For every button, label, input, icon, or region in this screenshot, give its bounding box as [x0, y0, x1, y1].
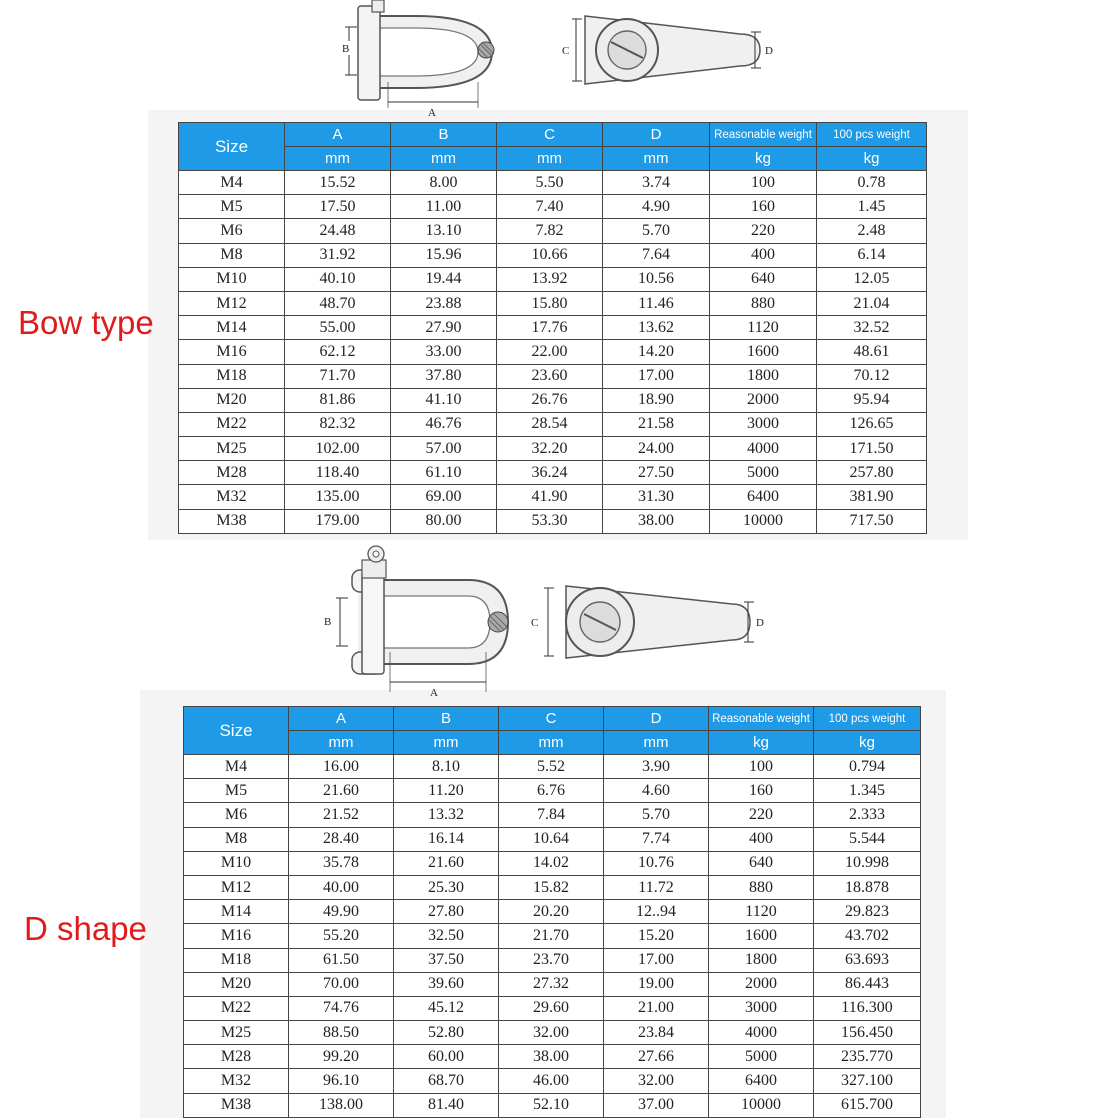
cell-a: 28.40: [289, 827, 394, 851]
cell-a: 96.10: [289, 1069, 394, 1093]
table-row: [179, 195, 927, 219]
cell-100pcs-weight: 0.794: [814, 755, 921, 779]
bow-shackle-top-diagram: [555, 10, 795, 100]
d-shackle-top-diagram: [522, 580, 782, 670]
cell-b: 57.00: [391, 437, 497, 461]
cell-reasonable-weight: 5000: [710, 461, 817, 485]
header-b: B: [394, 707, 499, 731]
cell-c: 20.20: [499, 900, 604, 924]
cell-100pcs-weight: 126.65: [817, 412, 927, 436]
table-row: [184, 1021, 921, 1045]
cell-a: 40.00: [289, 875, 394, 899]
table-row: [179, 412, 927, 436]
table-row: [184, 803, 921, 827]
cell-a: 31.92: [285, 243, 391, 267]
cell-d: 7.64: [603, 243, 710, 267]
cell-100pcs-weight: 12.05: [817, 267, 927, 291]
cell-c: 38.00: [499, 1045, 604, 1069]
d-shape-spec-table: [183, 706, 921, 1118]
cell-reasonable-weight: 160: [709, 779, 814, 803]
cell-a: 179.00: [285, 509, 391, 533]
cell-d: 4.60: [604, 779, 709, 803]
cell-d: 31.30: [603, 485, 710, 509]
cell-100pcs-weight: 5.544: [814, 827, 921, 851]
cell-100pcs-weight: 116.300: [814, 996, 921, 1020]
cell-size: M28: [179, 461, 285, 485]
cell-100pcs-weight: 257.80: [817, 461, 927, 485]
cell-100pcs-weight: 29.823: [814, 900, 921, 924]
header-size: Size: [184, 707, 289, 755]
unit-c: mm: [499, 731, 604, 755]
cell-d: 13.62: [603, 316, 710, 340]
cell-100pcs-weight: 18.878: [814, 875, 921, 899]
cell-b: 52.80: [394, 1021, 499, 1045]
diagram-letter-b: B: [342, 43, 350, 55]
cell-d: 5.70: [604, 803, 709, 827]
cell-size: M5: [184, 779, 289, 803]
cell-a: 82.32: [285, 412, 391, 436]
unit-d: mm: [603, 147, 710, 171]
cell-c: 15.80: [497, 291, 603, 315]
unit-a: mm: [289, 731, 394, 755]
cell-size: M4: [184, 755, 289, 779]
table-row: [184, 900, 921, 924]
table-row: [184, 996, 921, 1020]
cell-100pcs-weight: 43.702: [814, 924, 921, 948]
cell-reasonable-weight: 4000: [709, 1021, 814, 1045]
cell-c: 29.60: [499, 996, 604, 1020]
cell-b: 25.30: [394, 875, 499, 899]
cell-size: M14: [179, 316, 285, 340]
diagram-letter-d: D: [756, 617, 764, 629]
cell-d: 3.90: [604, 755, 709, 779]
cell-size: M18: [184, 948, 289, 972]
table-row: [179, 316, 927, 340]
cell-a: 35.78: [289, 851, 394, 875]
cell-b: 80.00: [391, 509, 497, 533]
cell-c: 7.40: [497, 195, 603, 219]
cell-b: 81.40: [394, 1093, 499, 1117]
cell-c: 10.66: [497, 243, 603, 267]
cell-b: 45.12: [394, 996, 499, 1020]
cell-b: 32.50: [394, 924, 499, 948]
cell-a: 55.20: [289, 924, 394, 948]
cell-a: 81.86: [285, 388, 391, 412]
cell-a: 88.50: [289, 1021, 394, 1045]
cell-c: 7.82: [497, 219, 603, 243]
cell-d: 11.46: [603, 291, 710, 315]
cell-size: M8: [184, 827, 289, 851]
cell-c: 52.10: [499, 1093, 604, 1117]
table-row: [179, 388, 927, 412]
cell-100pcs-weight: 95.94: [817, 388, 927, 412]
table-row: [184, 875, 921, 899]
bow-type-spec-table: [178, 122, 927, 534]
cell-reasonable-weight: 1120: [710, 316, 817, 340]
cell-b: 69.00: [391, 485, 497, 509]
cell-d: 7.74: [604, 827, 709, 851]
cell-b: 8.00: [391, 171, 497, 195]
cell-b: 19.44: [391, 267, 497, 291]
cell-reasonable-weight: 640: [710, 267, 817, 291]
cell-reasonable-weight: 1800: [709, 948, 814, 972]
cell-b: 13.32: [394, 803, 499, 827]
cell-reasonable-weight: 1120: [709, 900, 814, 924]
cell-b: 13.10: [391, 219, 497, 243]
cell-size: M8: [179, 243, 285, 267]
diagram-letter-d: D: [765, 45, 773, 57]
cell-c: 27.32: [499, 972, 604, 996]
cell-d: 23.84: [604, 1021, 709, 1045]
cell-d: 10.56: [603, 267, 710, 291]
cell-100pcs-weight: 10.998: [814, 851, 921, 875]
cell-d: 27.50: [603, 461, 710, 485]
cell-c: 6.76: [499, 779, 604, 803]
header-reasonable-weight: Reasonable weight: [710, 123, 817, 147]
cell-c: 17.76: [497, 316, 603, 340]
cell-b: 37.50: [394, 948, 499, 972]
cell-c: 26.76: [497, 388, 603, 412]
cell-reasonable-weight: 160: [710, 195, 817, 219]
d-shape-label: D shape: [24, 910, 147, 947]
unit-b: mm: [394, 731, 499, 755]
cell-100pcs-weight: 717.50: [817, 509, 927, 533]
cell-c: 23.60: [497, 364, 603, 388]
cell-b: 8.10: [394, 755, 499, 779]
cell-100pcs-weight: 6.14: [817, 243, 927, 267]
cell-reasonable-weight: 2000: [710, 388, 817, 412]
cell-c: 32.20: [497, 437, 603, 461]
cell-c: 53.30: [497, 509, 603, 533]
cell-reasonable-weight: 400: [710, 243, 817, 267]
cell-size: M12: [179, 291, 285, 315]
cell-100pcs-weight: 235.770: [814, 1045, 921, 1069]
cell-reasonable-weight: 220: [709, 803, 814, 827]
diagram-letter-a: A: [430, 687, 438, 699]
cell-b: 15.96: [391, 243, 497, 267]
d-table-body: [184, 755, 921, 1118]
cell-size: M20: [179, 388, 285, 412]
cell-size: M20: [184, 972, 289, 996]
header-reasonable-weight: Reasonable weight: [709, 707, 814, 731]
header-a: A: [289, 707, 394, 731]
cell-c: 36.24: [497, 461, 603, 485]
cell-b: 23.88: [391, 291, 497, 315]
cell-b: 27.80: [394, 900, 499, 924]
table-row: [179, 291, 927, 315]
cell-reasonable-weight: 10000: [709, 1093, 814, 1117]
cell-a: 16.00: [289, 755, 394, 779]
cell-reasonable-weight: 880: [709, 875, 814, 899]
cell-reasonable-weight: 2000: [709, 972, 814, 996]
cell-a: 17.50: [285, 195, 391, 219]
cell-c: 28.54: [497, 412, 603, 436]
bow-type-label: Bow type: [18, 304, 154, 341]
table-row: [184, 779, 921, 803]
cell-d: 32.00: [604, 1069, 709, 1093]
cell-100pcs-weight: 156.450: [814, 1021, 921, 1045]
table-row: [179, 340, 927, 364]
bow-table-body: [179, 171, 927, 534]
unit-a: mm: [285, 147, 391, 171]
cell-c: 10.64: [499, 827, 604, 851]
cell-d: 5.70: [603, 219, 710, 243]
cell-c: 5.50: [497, 171, 603, 195]
cell-reasonable-weight: 220: [710, 219, 817, 243]
cell-reasonable-weight: 3000: [709, 996, 814, 1020]
table-row: [184, 1069, 921, 1093]
diagram-letter-c: C: [562, 45, 570, 57]
table-row: [179, 219, 927, 243]
cell-d: 4.90: [603, 195, 710, 219]
cell-100pcs-weight: 48.61: [817, 340, 927, 364]
cell-a: 118.40: [285, 461, 391, 485]
cell-size: M32: [179, 485, 285, 509]
cell-a: 55.00: [285, 316, 391, 340]
header-c: C: [499, 707, 604, 731]
cell-c: 22.00: [497, 340, 603, 364]
cell-a: 21.60: [289, 779, 394, 803]
cell-d: 14.20: [603, 340, 710, 364]
cell-size: M6: [179, 219, 285, 243]
header-d: D: [604, 707, 709, 731]
cell-a: 62.12: [285, 340, 391, 364]
table-row: [179, 509, 927, 533]
cell-size: M18: [179, 364, 285, 388]
cell-size: M25: [184, 1021, 289, 1045]
table-row: [184, 948, 921, 972]
cell-c: 41.90: [497, 485, 603, 509]
cell-a: 138.00: [289, 1093, 394, 1117]
cell-100pcs-weight: 86.443: [814, 972, 921, 996]
table-row: [179, 171, 927, 195]
cell-c: 15.82: [499, 875, 604, 899]
unit-b: mm: [391, 147, 497, 171]
unit-reasonable-weight: kg: [710, 147, 817, 171]
cell-a: 49.90: [289, 900, 394, 924]
cell-reasonable-weight: 6400: [710, 485, 817, 509]
cell-100pcs-weight: 615.700: [814, 1093, 921, 1117]
cell-100pcs-weight: 32.52: [817, 316, 927, 340]
cell-size: M6: [184, 803, 289, 827]
cell-reasonable-weight: 3000: [710, 412, 817, 436]
cell-d: 38.00: [603, 509, 710, 533]
cell-reasonable-weight: 640: [709, 851, 814, 875]
cell-reasonable-weight: 880: [710, 291, 817, 315]
cell-a: 15.52: [285, 171, 391, 195]
cell-size: M4: [179, 171, 285, 195]
table-row: [184, 924, 921, 948]
cell-100pcs-weight: 2.48: [817, 219, 927, 243]
header-c: C: [497, 123, 603, 147]
cell-100pcs-weight: 1.345: [814, 779, 921, 803]
diagram-letter-c: C: [531, 617, 539, 629]
cell-reasonable-weight: 400: [709, 827, 814, 851]
cell-size: M32: [184, 1069, 289, 1093]
header-a: A: [285, 123, 391, 147]
cell-reasonable-weight: 10000: [710, 509, 817, 533]
unit-100pcs-weight: kg: [814, 731, 921, 755]
bow-shackle-side-diagram: [320, 0, 520, 118]
cell-b: 41.10: [391, 388, 497, 412]
cell-size: M10: [179, 267, 285, 291]
cell-reasonable-weight: 1600: [709, 924, 814, 948]
cell-b: 11.00: [391, 195, 497, 219]
cell-100pcs-weight: 327.100: [814, 1069, 921, 1093]
table-row: [179, 461, 927, 485]
cell-size: M16: [184, 924, 289, 948]
header-d: D: [603, 123, 710, 147]
cell-c: 5.52: [499, 755, 604, 779]
cell-d: 3.74: [603, 171, 710, 195]
cell-b: 33.00: [391, 340, 497, 364]
header-100pcs-weight: 100 pcs weight: [817, 123, 927, 147]
cell-reasonable-weight: 5000: [709, 1045, 814, 1069]
cell-reasonable-weight: 1800: [710, 364, 817, 388]
cell-c: 21.70: [499, 924, 604, 948]
cell-a: 70.00: [289, 972, 394, 996]
cell-100pcs-weight: 21.04: [817, 291, 927, 315]
cell-reasonable-weight: 100: [709, 755, 814, 779]
cell-c: 23.70: [499, 948, 604, 972]
header-b: B: [391, 123, 497, 147]
cell-a: 48.70: [285, 291, 391, 315]
cell-d: 18.90: [603, 388, 710, 412]
cell-reasonable-weight: 4000: [710, 437, 817, 461]
cell-size: M14: [184, 900, 289, 924]
cell-c: 14.02: [499, 851, 604, 875]
cell-size: M38: [184, 1093, 289, 1117]
cell-a: 135.00: [285, 485, 391, 509]
cell-reasonable-weight: 6400: [709, 1069, 814, 1093]
cell-b: 60.00: [394, 1045, 499, 1069]
table-row: [184, 755, 921, 779]
cell-d: 11.72: [604, 875, 709, 899]
d-shackle-side-diagram: [318, 540, 518, 700]
cell-d: 17.00: [603, 364, 710, 388]
cell-a: 21.52: [289, 803, 394, 827]
cell-d: 15.20: [604, 924, 709, 948]
cell-a: 71.70: [285, 364, 391, 388]
cell-a: 61.50: [289, 948, 394, 972]
cell-d: 37.00: [604, 1093, 709, 1117]
cell-a: 99.20: [289, 1045, 394, 1069]
table-row: [184, 851, 921, 875]
cell-b: 11.20: [394, 779, 499, 803]
cell-d: 21.58: [603, 412, 710, 436]
table-row: [184, 827, 921, 851]
diagram-letter-a: A: [428, 107, 436, 118]
cell-a: 74.76: [289, 996, 394, 1020]
cell-size: M22: [184, 996, 289, 1020]
table-row: [179, 437, 927, 461]
cell-100pcs-weight: 1.45: [817, 195, 927, 219]
cell-a: 24.48: [285, 219, 391, 243]
cell-d: 21.00: [604, 996, 709, 1020]
header-size: Size: [179, 123, 285, 171]
cell-b: 68.70: [394, 1069, 499, 1093]
table-row: [184, 972, 921, 996]
cell-reasonable-weight: 100: [710, 171, 817, 195]
cell-size: M5: [179, 195, 285, 219]
diagram-letter-b: B: [324, 616, 332, 628]
cell-reasonable-weight: 1600: [710, 340, 817, 364]
cell-size: M16: [179, 340, 285, 364]
table-row: [179, 485, 927, 509]
cell-c: 7.84: [499, 803, 604, 827]
table-row: [179, 267, 927, 291]
cell-100pcs-weight: 63.693: [814, 948, 921, 972]
cell-100pcs-weight: 381.90: [817, 485, 927, 509]
cell-b: 37.80: [391, 364, 497, 388]
header-100pcs-weight: 100 pcs weight: [814, 707, 921, 731]
cell-b: 21.60: [394, 851, 499, 875]
cell-100pcs-weight: 0.78: [817, 171, 927, 195]
cell-100pcs-weight: 171.50: [817, 437, 927, 461]
unit-100pcs-weight: kg: [817, 147, 927, 171]
cell-d: 27.66: [604, 1045, 709, 1069]
cell-c: 13.92: [497, 267, 603, 291]
cell-d: 12..94: [604, 900, 709, 924]
cell-c: 46.00: [499, 1069, 604, 1093]
cell-size: M38: [179, 509, 285, 533]
cell-a: 102.00: [285, 437, 391, 461]
unit-d: mm: [604, 731, 709, 755]
cell-d: 24.00: [603, 437, 710, 461]
table-row: [179, 364, 927, 388]
cell-100pcs-weight: 2.333: [814, 803, 921, 827]
cell-size: M28: [184, 1045, 289, 1069]
cell-d: 10.76: [604, 851, 709, 875]
cell-100pcs-weight: 70.12: [817, 364, 927, 388]
cell-a: 40.10: [285, 267, 391, 291]
table-row: [179, 243, 927, 267]
cell-size: M12: [184, 875, 289, 899]
cell-b: 61.10: [391, 461, 497, 485]
table-row: [184, 1045, 921, 1069]
cell-d: 19.00: [604, 972, 709, 996]
cell-d: 17.00: [604, 948, 709, 972]
table-row: [184, 1093, 921, 1117]
cell-size: M25: [179, 437, 285, 461]
unit-c: mm: [497, 147, 603, 171]
cell-b: 16.14: [394, 827, 499, 851]
cell-size: M10: [184, 851, 289, 875]
cell-b: 46.76: [391, 412, 497, 436]
cell-size: M22: [179, 412, 285, 436]
cell-b: 39.60: [394, 972, 499, 996]
cell-b: 27.90: [391, 316, 497, 340]
cell-c: 32.00: [499, 1021, 604, 1045]
unit-reasonable-weight: kg: [709, 731, 814, 755]
